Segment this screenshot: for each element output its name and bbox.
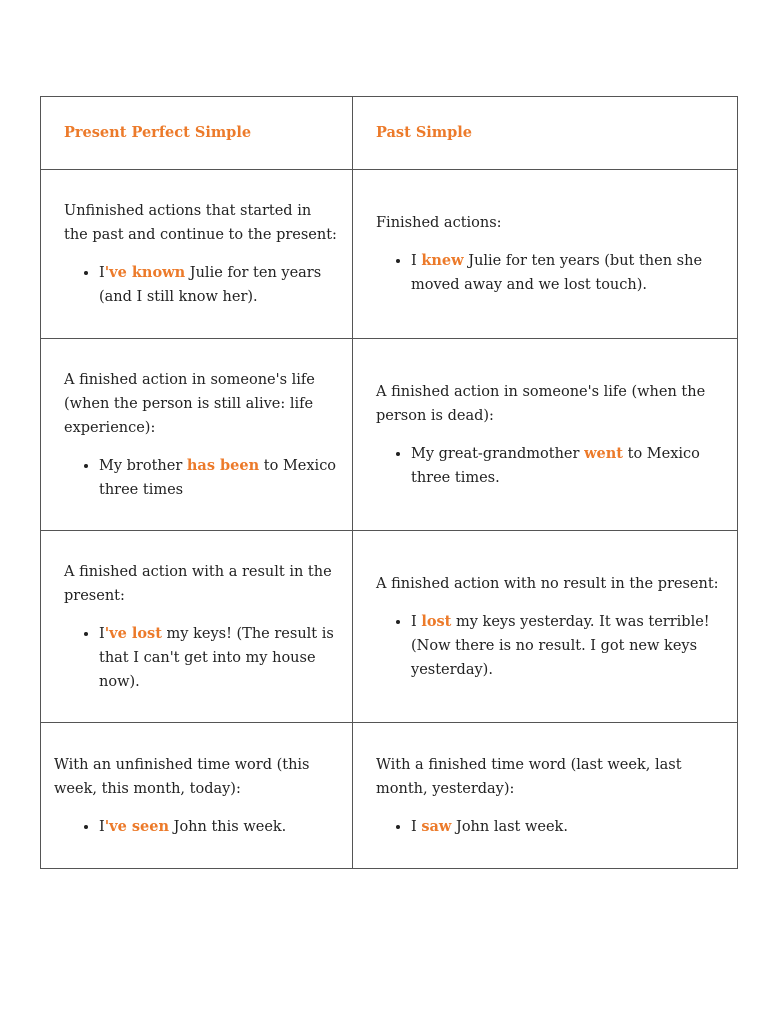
- verb-highlight: 've known: [104, 264, 186, 281]
- present-perfect-cell: [41, 170, 353, 339]
- example-list: [64, 622, 338, 694]
- example-sentence: [411, 249, 723, 297]
- example-text: Julie for ten years (but then she moved away and we lost touch).: [411, 253, 703, 293]
- example-sentence: [411, 610, 723, 682]
- table-row: [41, 339, 738, 531]
- example-sentence: [99, 454, 338, 502]
- past-simple-cell: [353, 723, 738, 869]
- example-text: My great-grandmother: [411, 445, 585, 462]
- grammar-comparison-table: [40, 96, 738, 869]
- rule-description: With a finished time word (last week, last month, yesterday):: [376, 756, 682, 797]
- rule-description: Unfinished actions that started in the past and continue to the present:: [64, 203, 337, 243]
- example-text: John last week.: [451, 818, 568, 835]
- example-list: [64, 261, 338, 309]
- example-text: I: [411, 253, 422, 269]
- rule-description: A finished action with no result in the present:: [376, 575, 719, 592]
- example-text: Julie for ten years (and I still know her).: [99, 265, 322, 305]
- verb-highlight: 've lost: [104, 624, 162, 642]
- rule-description: A finished action with a result in the present:: [64, 563, 332, 604]
- past-simple-cell: [353, 531, 738, 723]
- verb-highlight: lost: [421, 612, 452, 630]
- verb-highlight: has been: [186, 456, 260, 474]
- table-row: [41, 170, 738, 339]
- verb-highlight: knew: [421, 252, 464, 269]
- past-simple-cell: [353, 170, 738, 339]
- example-list: [376, 249, 723, 297]
- present-perfect-cell: [41, 531, 353, 723]
- example-sentence: [99, 261, 338, 309]
- example-sentence: [411, 815, 723, 839]
- example-list: [376, 442, 723, 490]
- example-text: I: [99, 265, 105, 281]
- example-sentence: [99, 622, 338, 694]
- rule-description: A finished action in someone's life (when the person is dead):: [376, 383, 706, 424]
- table-row: [41, 723, 738, 869]
- example-text: I: [99, 625, 105, 642]
- example-text: my keys yesterday. It was terrible! (Now there is no result. I got new keys yesterday).: [411, 613, 710, 678]
- example-sentence: [411, 442, 723, 490]
- example-text: to Mexico three times: [99, 457, 337, 498]
- example-text: My brother: [99, 457, 187, 474]
- table-header-row: [41, 97, 738, 170]
- example-text: I: [411, 818, 422, 835]
- verb-highlight: went: [584, 444, 624, 462]
- present-perfect-cell: [41, 339, 353, 531]
- example-text: I: [99, 818, 105, 835]
- example-list: [54, 815, 338, 839]
- example-text: I: [411, 613, 422, 630]
- rule-description: Finished actions:: [376, 215, 502, 231]
- verb-highlight: 've seen: [104, 817, 170, 835]
- rule-description: A finished action in someone's life (when the person is still alive: life experience):: [64, 371, 315, 436]
- example-list: [376, 815, 723, 839]
- example-text: John this week.: [169, 818, 287, 835]
- rule-description: With an unfinished time word (this week, this month, today):: [54, 756, 310, 797]
- example-list: [64, 454, 338, 502]
- present-perfect-cell: [41, 723, 353, 869]
- past-simple-cell: [353, 339, 738, 531]
- header-present-perfect: Present Perfect Simple: [41, 97, 353, 170]
- verb-highlight: saw: [421, 817, 452, 835]
- example-text: to Mexico three times.: [411, 445, 700, 486]
- example-list: [376, 610, 723, 682]
- example-text: my keys! (The result is that I can't get into my house now).: [99, 625, 334, 690]
- table-row: [41, 531, 738, 723]
- example-sentence: [99, 815, 338, 839]
- header-past-simple: Past Simple: [353, 97, 738, 170]
